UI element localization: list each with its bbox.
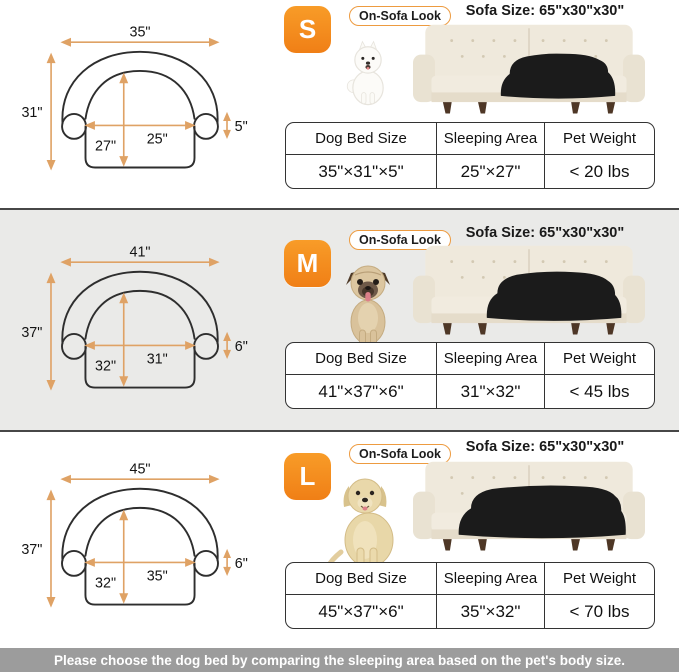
size-section-medium: [0, 210, 679, 430]
col-header-bed-size: Dog Bed Size: [286, 563, 436, 595]
dim-bolster-height-label: 5": [234, 119, 248, 136]
cell-sleeping-area: 35"×32": [436, 595, 544, 628]
col-header-sleeping-area: Sleeping Area: [436, 343, 544, 375]
bed-cover-on-sofa: [487, 272, 622, 321]
cell-bed-size: 45"×37"×6": [318, 601, 404, 621]
dim-inner-height-label: 32": [95, 358, 117, 375]
dim-inner-width-label: 25": [146, 131, 168, 148]
sofa-illustration: [413, 460, 645, 551]
size-table: [285, 122, 655, 189]
size-badge: S: [284, 6, 331, 53]
size-section-small: [0, 0, 679, 208]
dim-height-label: 37": [21, 324, 43, 341]
cell-sleeping-area: 31"×32": [436, 375, 544, 408]
sofa-illustration: [413, 244, 645, 335]
dim-inner-width-label: 31": [146, 351, 168, 368]
size-badge: M: [284, 240, 331, 287]
dim-bolster-height-label: 6": [234, 556, 248, 573]
size-section-large: [0, 432, 679, 648]
col-header-pet-weight: Pet Weight: [544, 563, 654, 595]
col-header-bed-size: Dog Bed Size: [286, 123, 436, 155]
col-header-sleeping-area: Sleeping Area: [436, 123, 544, 155]
cell-bed-size: 41"×37"×6": [318, 381, 404, 401]
col-header-bed-size: Dog Bed Size: [286, 343, 436, 375]
sofa-size-text: Sofa Size: 65"x30"x30": [465, 439, 625, 455]
dog-photo-large: [325, 472, 409, 572]
on-sofa-look-label: On-Sofa Look: [349, 6, 451, 26]
cell-sleeping-area: 25"×27": [436, 155, 544, 188]
sofa-illustration: [413, 23, 645, 114]
dog-photo-small: [340, 40, 396, 107]
bed-cover-on-sofa: [501, 54, 615, 99]
cell-pet-weight: < 20 lbs: [544, 155, 654, 188]
col-header-pet-weight: Pet Weight: [544, 123, 654, 155]
dim-bolster-height-label: 6": [234, 339, 248, 356]
dim-height-label: 37": [21, 541, 43, 558]
footer-note: [0, 648, 679, 672]
dim-inner-width-label: 35": [146, 568, 168, 585]
dim-inner-height-label: 32": [95, 575, 117, 592]
dim-height-label: 31": [21, 104, 43, 121]
bed-dimension-diagram: [6, 4, 274, 200]
dim-width-label: 35": [129, 24, 151, 41]
bed-dimension-diagram: [6, 439, 274, 639]
cell-pet-weight: < 45 lbs: [544, 375, 654, 408]
sofa-size-text: Sofa Size: 65"x30"x30": [465, 3, 625, 19]
dim-width-label: 45": [129, 461, 151, 478]
cell-pet-weight: < 70 lbs: [544, 595, 654, 628]
size-table: [285, 562, 655, 629]
dog-photo-medium: [333, 258, 403, 350]
cell-bed-size: 35"×31"×5": [318, 161, 404, 181]
bed-cover-on-sofa: [459, 485, 626, 538]
on-sofa-look-label: On-Sofa Look: [349, 230, 451, 250]
dim-width-label: 41": [129, 244, 151, 261]
bed-dimension-diagram: [6, 222, 274, 422]
size-table: [285, 342, 655, 409]
on-sofa-look-label: On-Sofa Look: [349, 444, 451, 464]
sofa-size-text: Sofa Size: 65"x30"x30": [465, 225, 625, 241]
size-badge: L: [284, 453, 331, 500]
dim-inner-height-label: 27": [95, 138, 117, 155]
footer-text: Please choose the dog bed by comparing the sleeping area based on the pet's body size.: [53, 652, 626, 668]
col-header-pet-weight: Pet Weight: [544, 343, 654, 375]
col-header-sleeping-area: Sleeping Area: [436, 563, 544, 595]
